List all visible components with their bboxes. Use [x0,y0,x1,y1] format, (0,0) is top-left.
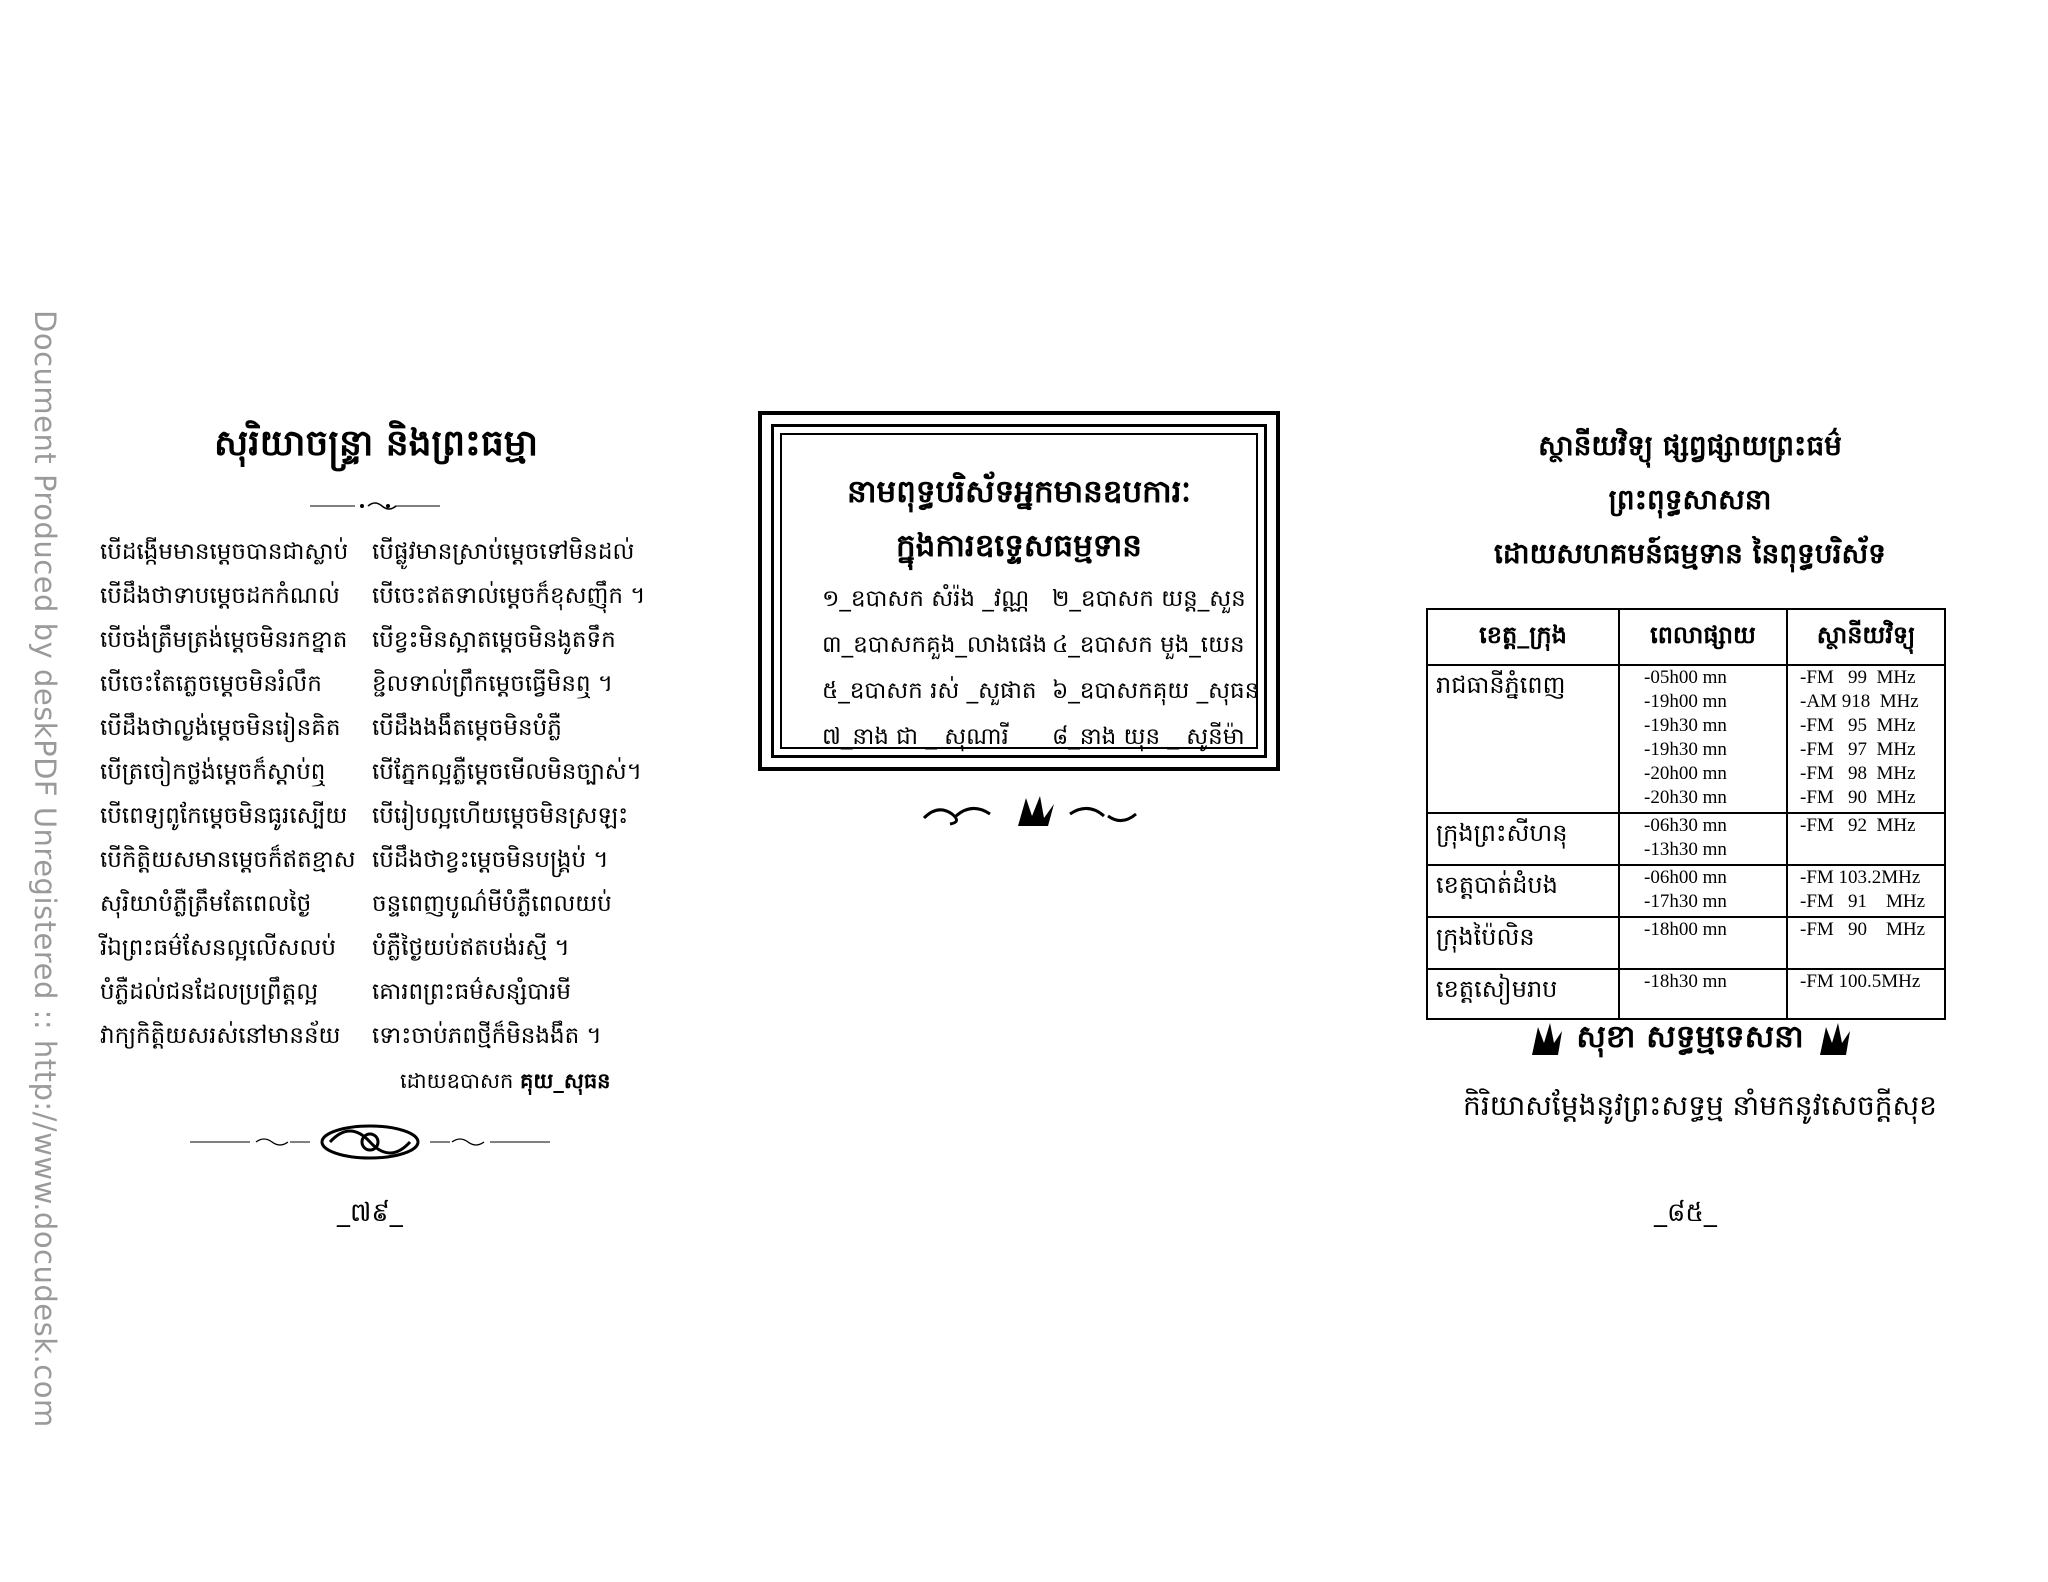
poem-line: បើពេទ្យពូកែម្តេចមិនធូរស្បើយ បើរៀបល្អហើយម្តេចមិនស្រឡះ [100,803,629,829]
watermark-text: Document Produced by deskPDF Unregistered :: http://www.docudesk.com [28,310,62,1428]
member-name: ១_ឧបាសក សំរ៉ង _វណ្ណ [822,586,1030,612]
poem-line: វាក្យកិត្តិយសរស់នៅមានន័យ ទោះចាប់ភពថ្មីក៏មិនងងឹត ។ [100,1023,602,1049]
left-page [100,420,660,1049]
province-cell: រាជធានីភ្នំពេញ [1427,665,1619,813]
freqs-cell: -FM 99 MHz -AM 918 MHz -FM 95 MHz -FM 97 MHz -FM 98 MHz -FM 90 MHz [1787,665,1945,813]
member-name: ៧_នាង ជា _ សុណារី [822,724,1009,750]
lotus-ornament-divider [920,790,1140,836]
member-name: ៤_ឧបាសក មួង_យេន [1052,632,1245,658]
member-name: ៣_ឧបាសកគួង_លាងផេង [822,632,1048,658]
page-number-right: _៨៥_ [1654,1198,1717,1228]
poem-line: បើចង់ត្រឹមត្រង់ម្តេចមិនរកខ្នាត បើខ្វះមិនស្អាតម្តេចមិនងូតទឹក [100,627,616,653]
province-cell: ក្រុងប៉ៃលិន [1427,917,1619,969]
times-cell: -18h30 mn [1619,969,1787,1019]
poem-line: បើដង្កើមមានម្តេចបានជាស្លាប់ បើផ្លូវមានស្រាប់ម្តេចទៅមិនដល់ [100,539,635,565]
freqs-cell: -FM 100.5MHz [1787,969,1945,1019]
author-prefix: ដោយឧបាសក [400,1069,514,1093]
table-row [1427,969,1945,1019]
member-name: ៦_ឧបាសកគុយ _សុធន [1052,678,1260,704]
small-ornament-divider [310,499,440,513]
member-name: ៥_ឧបាសក រស់ _សួផាត [822,678,1037,704]
slogan-line [1500,1018,1880,1063]
header-time: ពេលាផ្សាយ [1619,609,1787,665]
header-station: ស្ថានីយវិទ្យុ [1787,609,1945,665]
poem-line: បើកិត្តិយសមានម្តេចក៏ឥតខ្មាស បើដឹងថាខ្វះម្តេចមិនបង្គ្រប់ ។ [100,847,609,873]
right-title-line2: ព្រះពុទ្ធសាសនា [1608,483,1772,516]
table-row [1427,865,1945,917]
member-name: ៨_នាង យុន _ សូនីម៉ា [1052,724,1245,750]
poem-line: បំភ្លឺដល់ជនដែលប្រព្រឹត្តល្អ គោរពព្រះធម៌សន្សំបារមី [100,979,572,1005]
right-title-line3: ដោយសហគមន៍ធម្មទាន នៃពុទ្ធបរិស័ទ [1494,537,1886,570]
poem-line: បើត្រចៀកថ្លង់ម្តេចក៏ស្តាប់ឮ បើភ្នែកល្អភ្លឺម្តេចមើលមិនច្បាស់។ [100,759,642,785]
author-name: គុយ_សុធន [520,1069,611,1093]
freqs-cell: -FM 90 MHz [1787,917,1945,969]
header-province: ខេត្ត_ក្រុង [1427,609,1619,665]
lotus-icon [1814,1021,1854,1057]
poem-line: បើដឹងថាល្ងង់ម្តេចមិនរៀនគិត បើដឹងងងឹតម្តេចមិនបំភ្លឺ [100,715,562,741]
member-name: ២_ឧបាសក យន្ត_សួន [1052,586,1246,612]
freqs-cell: -FM 92 MHz [1787,813,1945,865]
lotus-icon [1526,1021,1566,1057]
poem-line: សុរិយាបំភ្លឺត្រឹមតែពេលថ្ងៃ ចន្ទពេញបូណ៌មីបំភ្លឺពេលយប់ [100,891,612,917]
table-row [1427,813,1945,865]
right-title-line1: ស្ថានីយវិទ្យុ ផ្សព្វផ្សាយព្រះធម៌ [1538,429,1842,462]
times-cell: -06h00 mn -17h30 mn [1619,865,1787,917]
times-cell: -18h00 mn [1619,917,1787,969]
flower-ornament-divider [190,1120,550,1164]
times-cell: -05h00 mn -19h00 mn -19h30 mn -19h30 mn -20h00 mn -20h30 mn [1619,665,1787,813]
table-row [1427,665,1945,813]
contributors-box [758,411,1280,771]
province-cell: ក្រុងព្រះសីហនុ [1427,813,1619,865]
freqs-cell: -FM 103.2MHz -FM 91 MHz [1787,865,1945,917]
poem-line: រីឯព្រះធម៌សែនល្អលើសលប់ បំភ្លឺថ្ងៃយប់ឥតបង់រស្មី ។ [100,935,570,961]
poem-line: បើចេះតែភ្លេចម្តេចមិនរំលឹក ខ្ជិលទាល់ព្រឹកម្តេចធ្វើមិនឮ ។ [100,671,614,697]
province-cell: ខេត្តសៀមរាប [1427,969,1619,1019]
radio-schedule-table [1426,608,1946,1020]
author-line [400,1068,610,1099]
table-header-row [1427,609,1945,665]
tagline: កិរិយាសម្តែងនូវព្រះសទ្ធម្ម នាំមកនូវសេចក្តីសុខ [1463,1089,1937,1122]
box-title-line1: នាមពុទ្ធបរិស័ទអ្នកមានឧបការៈ [847,474,1191,510]
times-cell: -06h30 mn -13h30 mn [1619,813,1787,865]
table-row [1427,917,1945,969]
province-cell: ខេត្តបាត់ដំបង [1427,865,1619,917]
left-page-title: សុរិយាចន្ទ្រា និងព្រះធម្មា [213,423,539,464]
page-number-left: _៧៩_ [337,1198,403,1228]
poem-line: បើដឹងថាទាបម្តេចដកកំណល់ បើចេះឥតទាល់ម្តេចក៏ខុសញ៉ឹក ។ [100,583,646,609]
box-title-line2: ក្នុងការឧទ្ទេសធម្មទាន [896,528,1142,564]
slogan-text: សុខា សទ្ធម្មទេសនា [1576,1019,1804,1055]
